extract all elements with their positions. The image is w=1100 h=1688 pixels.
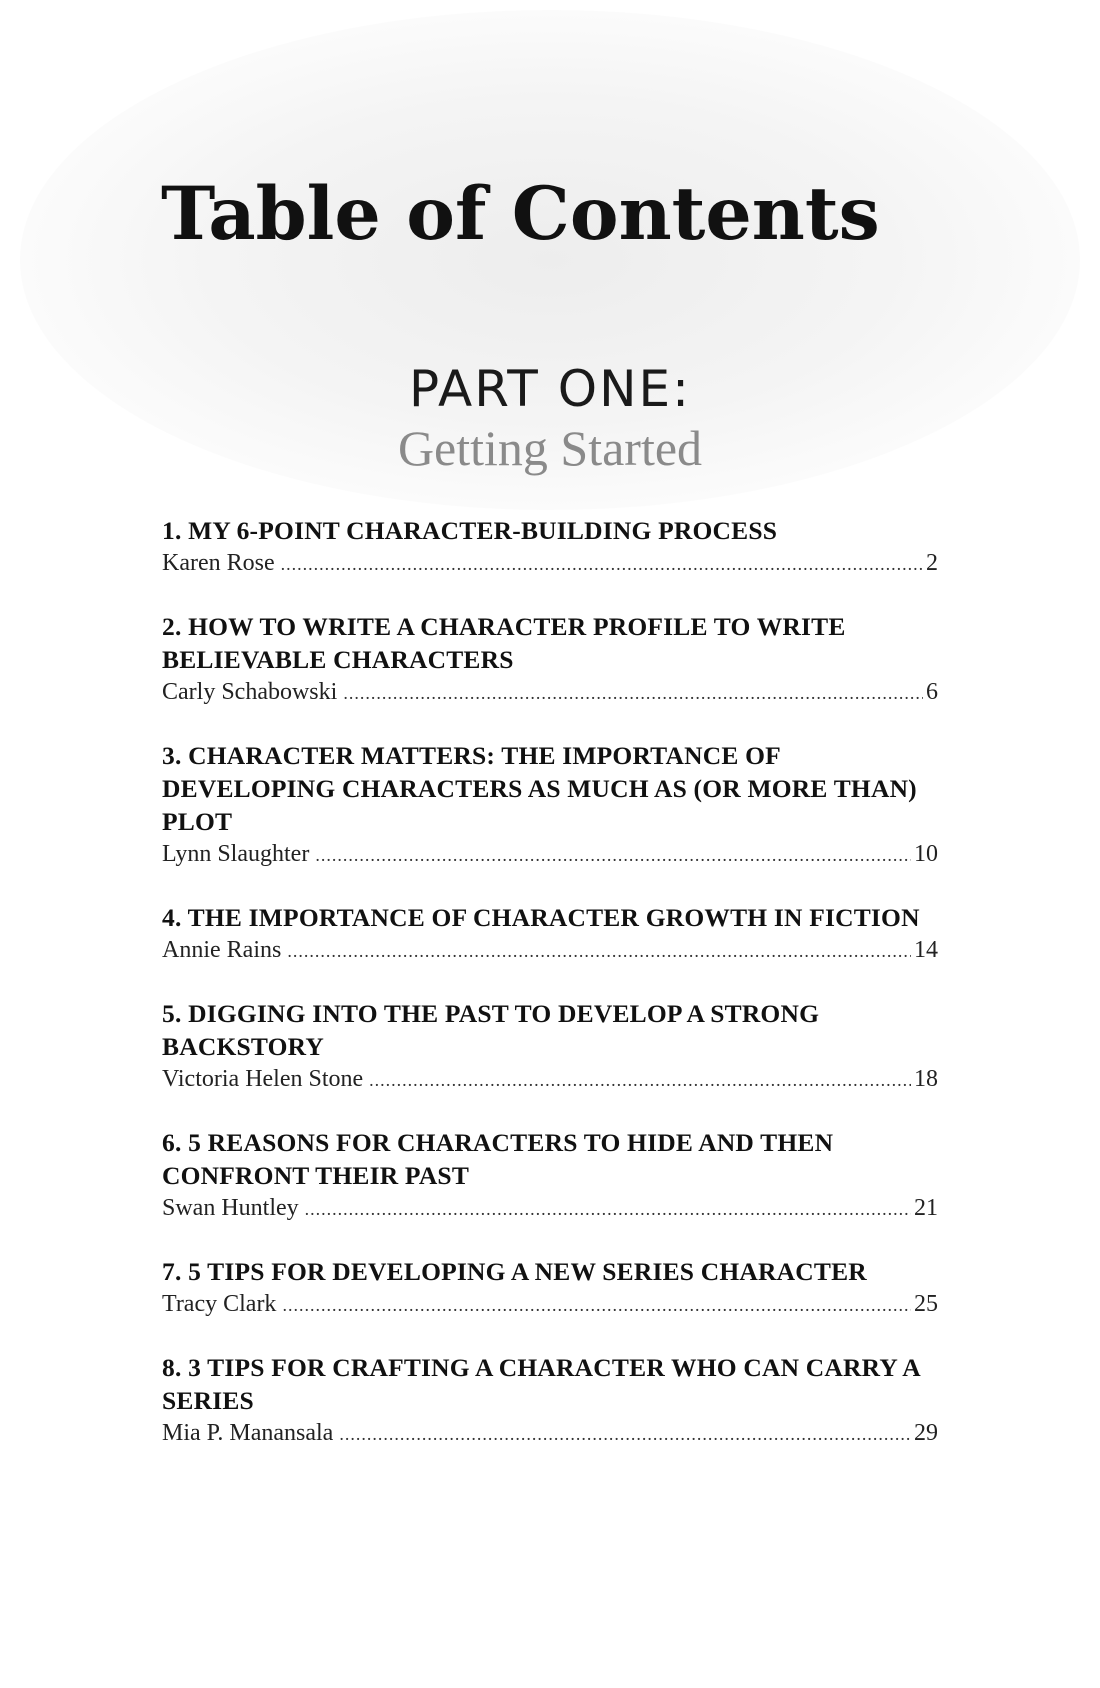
toc-entry[interactable] bbox=[162, 739, 938, 872]
entry-author-line bbox=[162, 838, 938, 872]
page-title: Table of Contents bbox=[161, 171, 880, 257]
entry-page-number: 14 bbox=[914, 937, 938, 963]
part-subtitle: Getting Started bbox=[397, 420, 703, 476]
toc-entry[interactable] bbox=[162, 1255, 938, 1322]
entry-page-number: 29 bbox=[914, 1420, 938, 1446]
entry-author: Mia P. Manansala bbox=[162, 1420, 334, 1446]
entry-title: 8. 3 TIPS FOR CRAFTING A CHARACTER WHO CAN CARRY A SERIES bbox=[162, 1353, 920, 1415]
entry-author-line bbox=[162, 676, 938, 710]
toc-entry[interactable] bbox=[162, 514, 938, 581]
entry-author-line bbox=[162, 547, 938, 581]
entry-author-line bbox=[162, 1192, 938, 1226]
dot-leader bbox=[282, 1289, 911, 1322]
dot-leader bbox=[287, 935, 911, 968]
toc-entry-list bbox=[162, 514, 938, 1480]
entry-title: 2. HOW TO WRITE A CHARACTER PROFILE TO WRITE BELIEVABLE CHARACTERS bbox=[162, 612, 846, 674]
entry-page-number: 21 bbox=[914, 1195, 938, 1221]
entry-title: 4. THE IMPORTANCE OF CHARACTER GROWTH IN FICTION bbox=[162, 903, 920, 932]
toc-entry[interactable] bbox=[162, 610, 938, 710]
entry-page-number: 18 bbox=[914, 1066, 938, 1092]
entry-author-line bbox=[162, 934, 938, 968]
toc-entry[interactable] bbox=[162, 1351, 938, 1451]
dot-leader bbox=[339, 1418, 911, 1451]
entry-page-number: 2 bbox=[926, 550, 938, 576]
entry-author: Carly Schabowski bbox=[162, 679, 338, 705]
dot-leader bbox=[369, 1064, 911, 1097]
entry-title: 5. DIGGING INTO THE PAST TO DEVELOP A STRONG BACKSTORY bbox=[162, 999, 820, 1061]
entry-author-line bbox=[162, 1288, 938, 1322]
dot-leader bbox=[281, 548, 923, 581]
entry-author: Annie Rains bbox=[162, 937, 282, 963]
entry-author: Swan Huntley bbox=[162, 1195, 299, 1221]
toc-entry[interactable] bbox=[162, 997, 938, 1097]
part-label: PART ONE: bbox=[409, 360, 691, 418]
dot-leader bbox=[305, 1193, 911, 1226]
entry-page-number: 25 bbox=[914, 1291, 938, 1317]
entry-title: 7. 5 TIPS FOR DEVELOPING A NEW SERIES CHARACTER bbox=[162, 1257, 867, 1286]
entry-page-number: 10 bbox=[914, 841, 938, 867]
entry-page-number: 6 bbox=[926, 679, 938, 705]
entry-author-line bbox=[162, 1417, 938, 1451]
entry-author-line bbox=[162, 1063, 938, 1097]
toc-entry[interactable] bbox=[162, 1126, 938, 1226]
entry-title: 3. CHARACTER MATTERS: THE IMPORTANCE OF DEVELOPING CHARACTERS AS MUCH AS (OR MORE THAN) PLOT bbox=[162, 741, 917, 836]
part-header bbox=[0, 360, 1100, 476]
entry-title: 6. 5 REASONS FOR CHARACTERS TO HIDE AND THEN CONFRONT THEIR PAST bbox=[162, 1128, 834, 1190]
dot-leader bbox=[343, 677, 923, 710]
entry-author: Tracy Clark bbox=[162, 1291, 277, 1317]
toc-entry[interactable] bbox=[162, 901, 938, 968]
entry-author: Victoria Helen Stone bbox=[162, 1066, 364, 1092]
entry-author: Karen Rose bbox=[162, 550, 275, 576]
entry-author: Lynn Slaughter bbox=[162, 841, 310, 867]
dot-leader bbox=[315, 839, 911, 872]
entry-title: 1. MY 6-POINT CHARACTER-BUILDING PROCESS bbox=[162, 516, 778, 545]
